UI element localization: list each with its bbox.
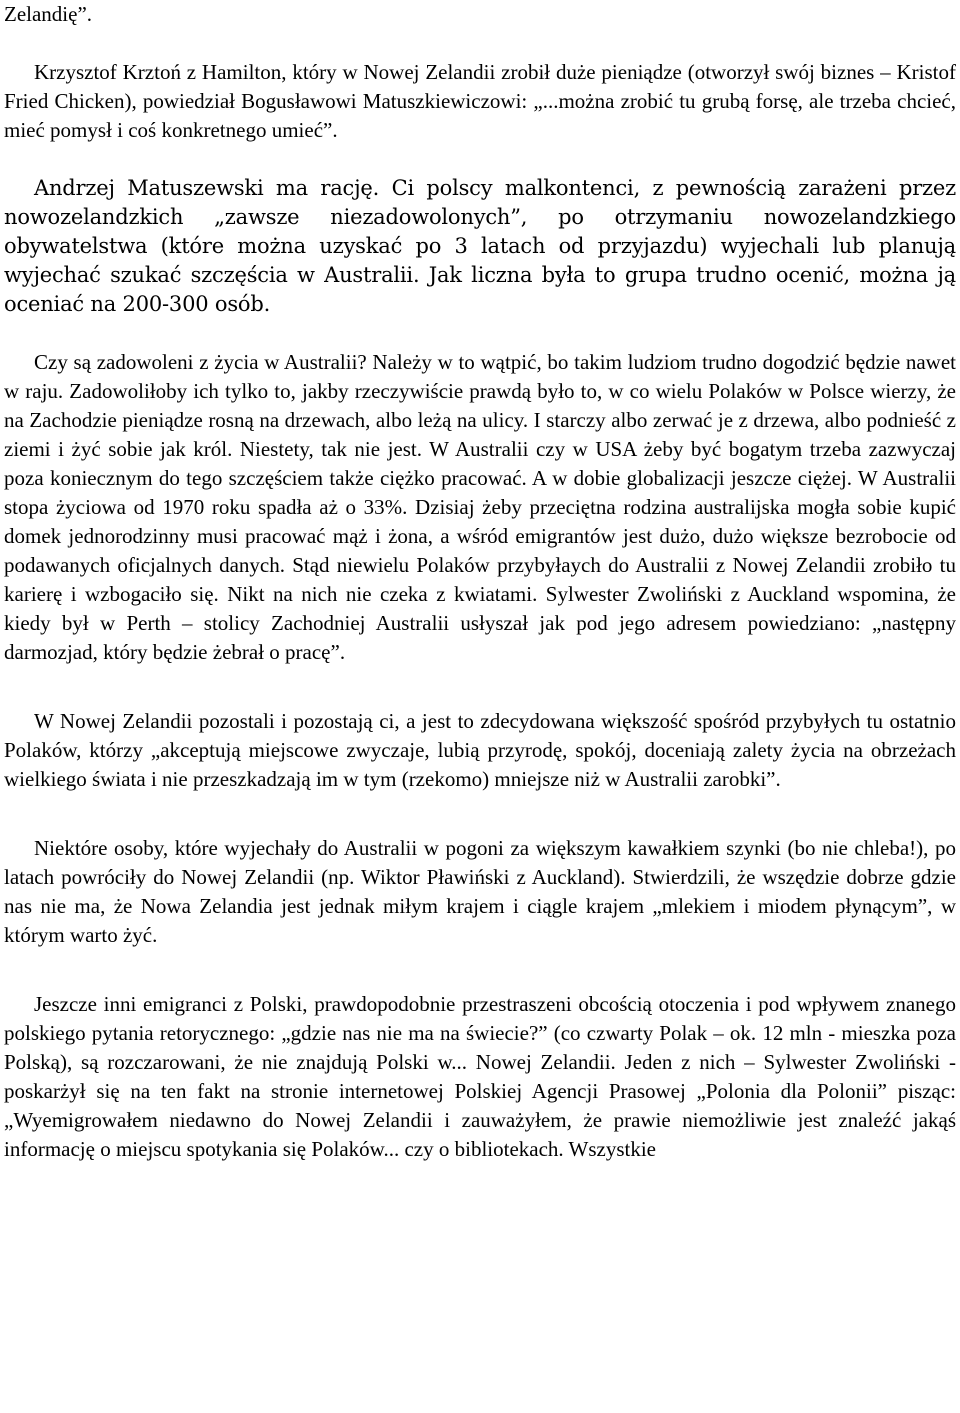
- paragraph-continuation: Zelandię”.: [4, 2, 93, 26]
- paragraph-australia: Czy są zadowoleni z życia w Australii? Należy w to wątpić, bo takim ludziom trudno dogodzić będzie nawet w raju. Zadowoliłoby ich tylko to, jakby rzeczywiście prawdą było to, w co wielu Polaków w Polsce wierzy, że na Zachodzie pieniądze rosną na drzewach, albo leżą na ulicy. I starczy albo zerwać je z drzewa, albo podnieść z ziemi i żyć sobie jak król. Niestety, tak nie jest. W Australii czy w USA żeby być bogatym trzeba zazwyczaj poza koniecznym do tego szczęściem także ciężko pracować. A w dobie globalizacji jeszcze ciężej. W Australii stopa życiowa od 1970 roku spadła aż o 33%. Dzisiaj żeby przeciętna rodzina australijska mogła sobie kupić domek jednorodzinny musi pracować mąż i żona, a wśród emigrantów jest dużo, dużo większe bezrobocie od podawanych oficjalnych danych. Stąd niewielu Polaków przybyłaych do Australii z Nowej Zelandii zrobiło tu karierę i wzbogaciło się. Nikt na nich nie czeka z kwiatami. Sylwester Zwoliński z Auckland wspomina, że kiedy był w Perth – stolicy Zachodniej Australii usłyszał jak pod jego adresem powiedziano: „następny darmozjad, który będzie żebrał o pracę”.: [4, 350, 956, 664]
- paragraph-gap: [4, 950, 956, 990]
- paragraph-matuszewski: Andrzej Matuszewski ma rację. Ci polscy malkontenci, z pewnością zarażeni przez nowozelandzkich „zawsze niezadowolonych”, po otrzymaniu nowozelandzkiego obywatelstwa (które można uzyskać po 3 latach od przyjazdu) wyjechali lub planują wyjechać szukać szczęścia w Australii. Jak liczna była to grupa trudno ocenić, można ją oceniać na 200-300 osób.: [4, 176, 956, 316]
- paragraph-new-zealand: W Nowej Zelandii pozostali i pozostają ci, a jest to zdecydowana większość spośród przybyłych tu ostatnio Polaków, którzy „akceptują miejscowe zwyczaje, lubią przyrodę, spokój, doceniają zalety życia na obrzeżach wielkiego świata i nie przeszkadzają im w tym (rzekomo) mniejsze niż w Australii zarobki”.: [4, 709, 956, 791]
- paragraph-gap: [4, 319, 956, 348]
- paragraph-krzton: Krzysztof Krztoń z Hamilton, który w Nowej Zelandii zrobił duże pieniądze (otworzył swój biznes – Kristof Fried Chicken), powiedział Bogusławowi Matuszkiewiczowi: „...można zrobić tu grubą forsę, ale trzeba chcieć, mieć pomysł i coś konkretnego umieć”.: [4, 60, 956, 142]
- paragraph-disappointed: Jeszcze inni emigranci z Polski, prawdopodobnie przestraszeni obcością otoczenia i pod wpływem znanego polskiego pytania retorycznego: „gdzie nas nie ma na świecie?” (co czwarty Polak – ok. 12 mln - mieszka poza Polską), są rozczarowani, że nie znajdują Polski w... Nowej Zelandii. Jeden z nich – Sylwester Zwoliński - poskarżył się na ten fakt na stronie internetowej Polskiej Agencji Prasowej „Polonia dla Polonii” pisząc: „Wyemigrowałem niedawno do Nowej Zelandii i zauważyłem, że prawie niemożliwie jest znaleźć jakąś informację o miejscu spotykania się Polaków... czy o bibliotekach. Wszystkie: [4, 992, 956, 1161]
- paragraph-gap: [4, 29, 956, 58]
- paragraph-gap: [4, 794, 956, 834]
- paragraph-gap: [4, 667, 956, 707]
- paragraph-returned: Niektóre osoby, które wyjechały do Australii w pogoni za większym kawałkiem szynki (bo nie chleba!), po latach powróciły do Nowej Zelandii (np. Wiktor Pławiński z Auckland). Stwierdzili, że wszędzie dobrze gdzie nas nie ma, że Nowa Zelandia jest jednak miłym krajem i ciągle krajem „mlekiem i miodem płynącym”, w którym warto żyć.: [4, 836, 956, 947]
- paragraph-gap: [4, 145, 956, 174]
